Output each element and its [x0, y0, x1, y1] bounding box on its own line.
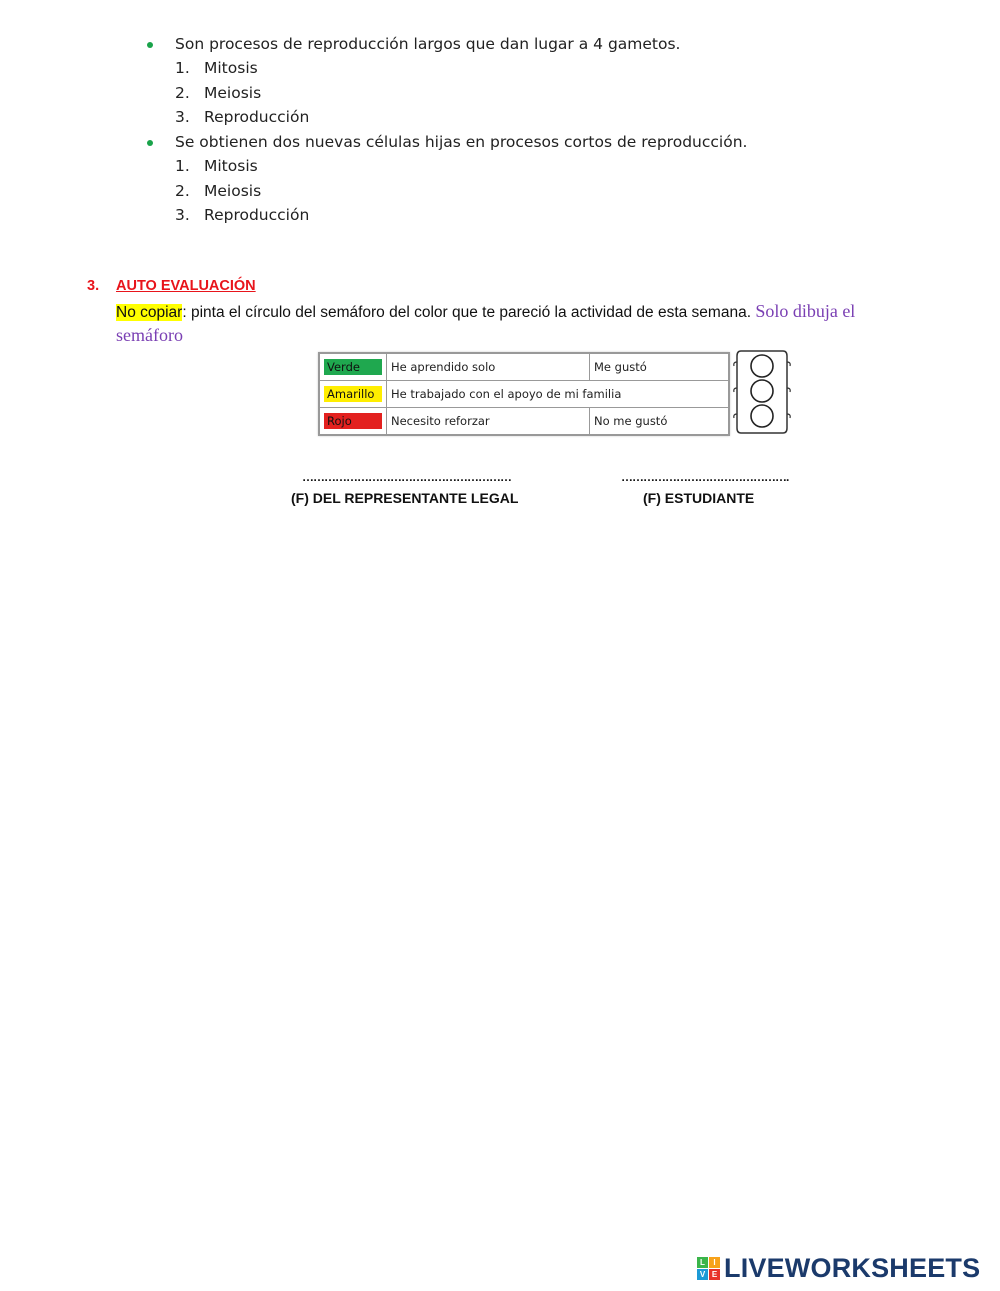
section-number: 3. — [87, 278, 100, 294]
description-cell: He aprendido solo — [387, 354, 590, 381]
logo-letter-v: V — [697, 1269, 708, 1280]
color-tag-yellow: Amarillo — [324, 386, 382, 402]
instruction — [116, 301, 855, 322]
traffic-light-icon — [733, 348, 791, 436]
bullet-icon — [147, 140, 153, 146]
question-2-option-2[interactable] — [175, 182, 261, 200]
logo-letter-i: I — [709, 1257, 720, 1268]
instruction-highlight: No copiar — [116, 304, 183, 321]
option-number: 1. — [175, 157, 190, 175]
option-label: Meiosis — [204, 84, 262, 102]
logo-letter-e: E — [709, 1269, 720, 1280]
option-number: 2. — [175, 84, 190, 102]
question-1-prompt: Son procesos de reproducción largos que dan lugar a 4 gametos. — [175, 35, 681, 53]
instruction-text: : pinta el círculo del semáforo del color que te pareció la actividad de esta semana. — [182, 304, 751, 321]
option-label: Mitosis — [204, 59, 258, 77]
option-label: Reproducción — [204, 206, 310, 224]
brand-name: LIVEWORKSHEETS — [724, 1253, 981, 1283]
color-cell — [320, 408, 387, 435]
option-label: Meiosis — [204, 182, 262, 200]
question-2-prompt: Se obtienen dos nuevas células hijas en procesos cortos de reproducción. — [175, 133, 748, 151]
option-number: 1. — [175, 59, 190, 77]
question-1-option-3[interactable] — [175, 108, 309, 126]
question-2-option-1[interactable] — [175, 157, 258, 175]
question-1-option-2[interactable] — [175, 84, 261, 102]
option-label: Mitosis — [204, 157, 258, 175]
instruction-purple-part-1: Solo dibuja el — [755, 301, 856, 321]
description-cell: Necesito reforzar — [387, 408, 590, 435]
instruction-purple-part-2: semáforo — [116, 325, 183, 345]
evaluation-table-grid — [319, 353, 729, 435]
question-1-option-1[interactable] — [175, 59, 258, 77]
signature-label-right: (F) ESTUDIANTE — [643, 490, 755, 506]
table-row — [320, 381, 729, 408]
traffic-light-bottom-circle[interactable] — [751, 405, 773, 427]
opinion-cell: No me gustó — [590, 408, 729, 435]
bullet-icon — [147, 42, 153, 48]
option-number: 2. — [175, 182, 190, 200]
traffic-light-middle-circle[interactable] — [751, 380, 773, 402]
color-cell — [320, 381, 387, 408]
question-2-option-3[interactable] — [175, 206, 309, 224]
option-number: 3. — [175, 206, 190, 224]
signature-line-left: ………………………………………………… — [302, 470, 511, 484]
signature-label-left: (F) DEL REPRESENTANTE LEGAL — [291, 490, 519, 506]
evaluation-table — [318, 352, 730, 436]
table-row — [320, 354, 729, 381]
color-tag-red: Rojo — [324, 413, 382, 429]
description-cell: He trabajado con el apoyo de mi familia — [387, 381, 729, 408]
color-tag-green: Verde — [324, 359, 382, 375]
liveworksheets-logo-icon — [697, 1257, 720, 1280]
traffic-light-top-circle[interactable] — [751, 355, 773, 377]
color-cell — [320, 354, 387, 381]
opinion-cell: Me gustó — [590, 354, 729, 381]
logo-letter-l: L — [697, 1257, 708, 1268]
option-number: 3. — [175, 108, 190, 126]
liveworksheets-brand — [697, 1253, 980, 1284]
section-title: AUTO EVALUACIÓN — [116, 278, 256, 294]
table-row — [320, 408, 729, 435]
option-label: Reproducción — [204, 108, 310, 126]
signature-line-right: ………………………………………. — [621, 470, 789, 484]
